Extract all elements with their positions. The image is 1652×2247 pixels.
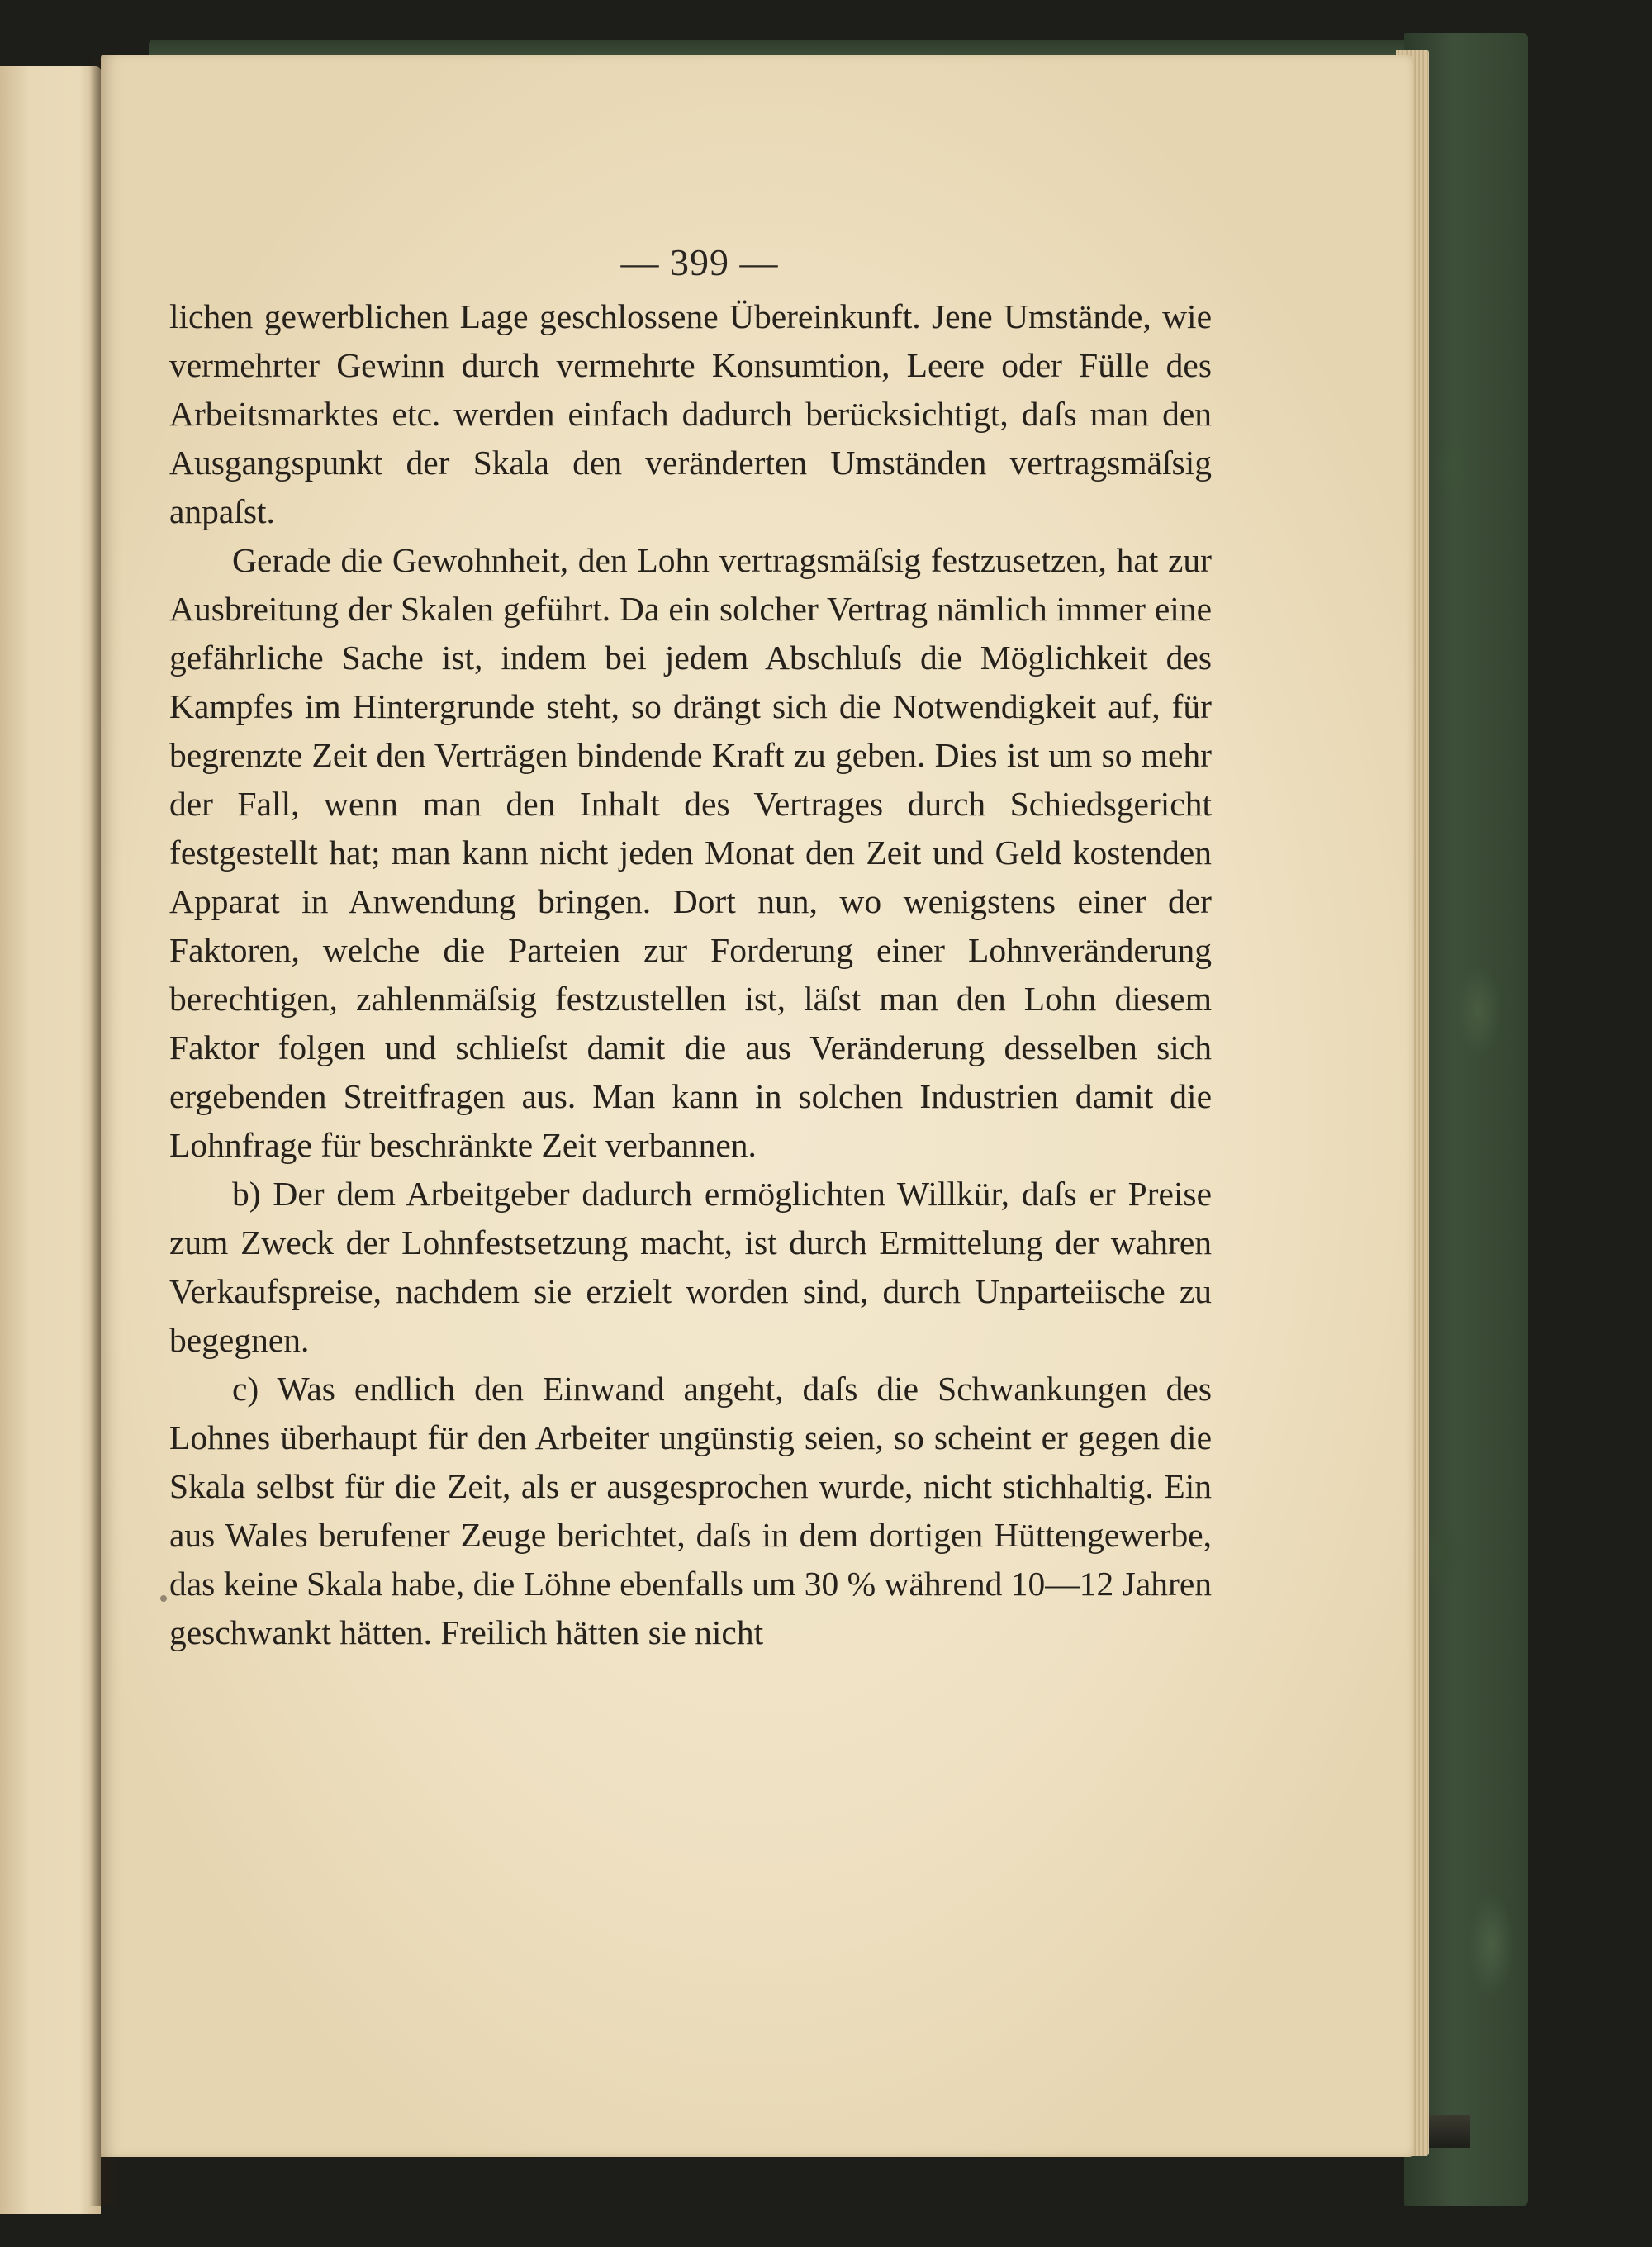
ink-speck: [160, 1595, 167, 1602]
paragraph-point-c: c) Was endlich den Einwand angeht, daſs die Schwankungen des Lohnes überhaupt für den Arbeiter ungünstig seien, so scheint er gegen die Skala selbst für die Zeit, als er ausgesprochen wurde, nicht stichhaltig. Ein aus Wales berufener Zeuge berichtet, daſs in dem dortigen Hüttengewerbe, das keine Skala habe, die Löhne ebenfalls um 30 % während 10—12 Jahren geschwankt hätten. Freilich hätten sie nicht: [169, 1370, 1212, 1651]
page-number: — 399 —: [620, 241, 779, 283]
paragraph-wage-contracts: Gerade die Gewohnheit, den Lohn vertragsmäſsig festzusetzen, hat zur Ausbreitung der Skalen geführt. Da ein solcher Vertrag nämlich immer eine gefährliche Sache ist, indem bei jedem Abschluſs die Möglichkeit des Kampfes im Hintergrunde steht, so drängt sich die Notwendigkeit auf, für begrenzte Zeit den Verträgen bindende Kraft zu geben. Dies ist um so mehr der Fall, wenn man den Inhalt des Vertrages durch Schiedsgericht festgestellt hat; man kann nicht jeden Monat den Zeit und Geld kostenden Apparat in Anwendung bringen. Dort nun, wo wenigstens einer der Faktoren, welche die Parteien zur Forderung einer Lohnveränderung berechtigen, zahlenmäſsig festzustellen ist, läſst man den Lohn diesem Faktor folgen und schlieſst damit die aus Veränderung desselben sich ergebenden Streitfragen aus. Man kann in solchen Industrien damit die Lohnfrage für beschränkte Zeit verbannen.: [169, 541, 1212, 1164]
paragraph-continuation: lichen gewerblichen Lage geschlossene Übereinkunft. Jene Umstände, wie vermehrter Gewinn durch vermehrte Konsumtion, Leere oder Fülle des Arbeitsmarktes etc. werden einfach dadurch berücksichtigt, daſs man den Ausgangspunkt der Skala den veränderten Umständen vertragsmäſsig anpaſst.: [169, 297, 1212, 530]
page-body-text: [169, 292, 1212, 1657]
facing-page-edge: [0, 66, 101, 2214]
paragraph-point-b: b) Der dem Arbeitgeber dadurch ermöglichten Willkür, daſs er Preise zum Zweck der Lohnfestsetzung macht, ist durch Ermittelung der wahren Verkaufspreise, nachdem sie erzielt worden sind, durch Unparteiische zu begegnen.: [169, 1175, 1212, 1359]
